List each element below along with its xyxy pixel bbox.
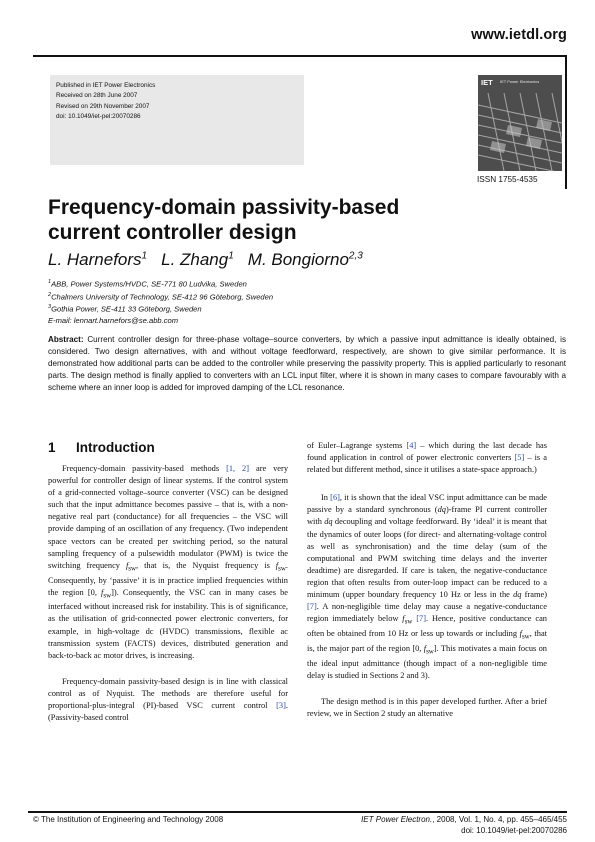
citation-link[interactable]: [7] bbox=[416, 614, 427, 624]
section-title: Introduction bbox=[76, 440, 155, 455]
citation-link[interactable]: [1, 2] bbox=[226, 464, 250, 473]
cover-artwork bbox=[478, 75, 562, 171]
footer-doi[interactable]: doi: 10.1049/iet-pel:20070286 bbox=[461, 825, 567, 835]
publication-info bbox=[56, 81, 155, 123]
issn: ISSN 1755-4535 bbox=[477, 175, 538, 184]
cover-brand-logo: IET bbox=[481, 78, 493, 87]
citation-link[interactable]: [3] bbox=[276, 701, 286, 711]
footer-volume-pages: , 2008, Vol. 1, No. 4, pp. 455–465/455 bbox=[432, 815, 567, 824]
body-paragraph: Frequency-domain passivity-based design is in line with classical control as of Nyquist. The methods are therefore useful for proportional-plus-integral (PI)-based VSC current control [3]. (Passivity-based control bbox=[48, 676, 288, 723]
abstract bbox=[48, 334, 566, 394]
publication-received: Received on 28th June 2007 bbox=[56, 92, 138, 100]
header-rule bbox=[33, 55, 567, 57]
author-affiliation-mark: 1 bbox=[228, 250, 234, 262]
body-paragraph: The design method is in this paper developed further. After a brief review, we in Section 2 study an alternative bbox=[307, 696, 547, 718]
abstract-text: Current controller design for three-phase voltage–source converters, by which a passive input admittance is ideally obtained, is considered. Two design alternatives, with and without voltage feedforward, respectively, are shown to give similar performance. It is demonstrated how additional parts can be added to the controller while preserving the passivity property. This is applied particularly to resonant parts. The design method is finally applied to converters with an LCL input filter, where it is shown in many cases to compare favourably with a scheme where an inner loop is added for improved damping of the LCL resonance. bbox=[48, 335, 566, 392]
body-paragraph: In [6], it is shown that the ideal VSC input admittance can be made passive by a standard synchronous (dq)-frame PI current controller with dq decoupling and voltage feedforward. By ‘ideal’ it is meant that the dynamics of outer loops (for direct- and alternating-voltage control as well as synchronisation) and the time delay (sum of the computational and PWM switching time delays and the inverter deadtime) are disregarded. If care is taken, the negative-conductance region that often results from outer-loop impact can be reduced to a minimum (upper boundary frequency 10 Hz or less in the dq frame) [7]. A non-negligible time delay may cause a negative-conductance region immediately below $f_{sw}$ [7]. Hence, positive conductance can often be obtained from 10 Hz or less up towards or including $f_{sw}$, that is, the major part of the region [0, $f_{sw}$]. This motivates a main focus on the ideal input admittance (though impact of a non-negligible time delay is studied in Sections 2 and 3). bbox=[307, 493, 548, 680]
author-affiliation-mark: 2,3 bbox=[348, 250, 363, 262]
right-column bbox=[307, 440, 547, 720]
footer-journal: IET Power Electron. bbox=[361, 815, 433, 824]
affiliations bbox=[48, 277, 273, 326]
affiliation: $^3$Gothia Power, SE-411 33 Göteborg, Sweden bbox=[48, 304, 202, 314]
author-name: M. Bongiorno bbox=[247, 250, 349, 269]
journal-cover-image bbox=[478, 75, 562, 171]
header-side-rule bbox=[565, 55, 567, 189]
citation-link[interactable]: [6] bbox=[330, 493, 340, 503]
body-paragraph: Frequency-domain passivity-based methods [1, 2] are very powerful for controller design of linear systems. If the control system of a grid-connected voltage–source converter (VSC) can be designed such that the input admittance becomes passive – that is, with a non-negative real part (conductance) for all frequencies – the VSC will provide damping of an oscillation of any frequency. (Two independent space vectors can be created per switching period, so the natural sampling frequency of a pulsewidth modulator (PWM) is twice the switching frequency $f_{sw}$, that is, the Nyquist frequency is $f_{sw}$. Consequently, by ‘passive’ it is in practice implied frequencies within the region [0, $f_{sw}$]). Consequently, the VSC can in many cases be interfaced without increased risk for instability. This is of significance, as the utilisation of grid-connected power electronic converters, for example, in high-voltage dc (HVDC) transmissions, flexible ac transmission system (FACTS) devices, distributed generation and back-to-back ac motor drives, is increasing. bbox=[48, 464, 289, 660]
author-name: L. Zhang bbox=[161, 250, 229, 269]
affiliation: $^2$Chalmers University of Technology, SE-412 96 Göteborg, Sweden bbox=[48, 291, 274, 302]
citation-link[interactable]: [5] bbox=[514, 453, 525, 463]
left-column bbox=[48, 463, 288, 724]
copyright-icon: © bbox=[33, 815, 39, 824]
contact-email[interactable]: E-mail: lennart.harnefors@se.abb.com bbox=[48, 315, 179, 325]
abstract-label: Abstract: bbox=[48, 335, 84, 344]
author-affiliation-mark: 1 bbox=[141, 250, 148, 262]
footer-copyright: © The Institution of Engineering and Technology 2008 bbox=[33, 815, 224, 824]
section-heading bbox=[48, 440, 155, 455]
site-url[interactable]: www.ietdl.org bbox=[471, 27, 567, 43]
footer-rule bbox=[28, 811, 567, 813]
publication-journal: Published in IET Power Electronics bbox=[56, 82, 156, 89]
citation-link[interactable]: [7] bbox=[307, 602, 317, 612]
body-paragraph: of Euler–Lagrange systems [4] – which during the last decade has found application in control of power electronic converters [5] – is a related but different method, since it utilises a state-space approach.) bbox=[307, 441, 547, 475]
cover-title: IET Power Electronics bbox=[500, 79, 540, 84]
publication-doi: doi: 10.1049/iet-pel:20070286 bbox=[56, 113, 141, 121]
paper-title: Frequency-domain passivity-based current controller design bbox=[48, 196, 400, 244]
section-number: 1 bbox=[48, 440, 56, 455]
citation-link[interactable]: [4] bbox=[406, 441, 417, 450]
footer-citation bbox=[361, 815, 567, 836]
publication-revised: Revised on 29th November 2007 bbox=[56, 102, 150, 110]
author-list bbox=[48, 250, 363, 270]
affiliation: $^1$ABB, Power Systems/HVDC, SE-771 80 Ludvika, Sweden bbox=[48, 279, 247, 289]
author-name: L. Harnefors bbox=[48, 250, 142, 269]
